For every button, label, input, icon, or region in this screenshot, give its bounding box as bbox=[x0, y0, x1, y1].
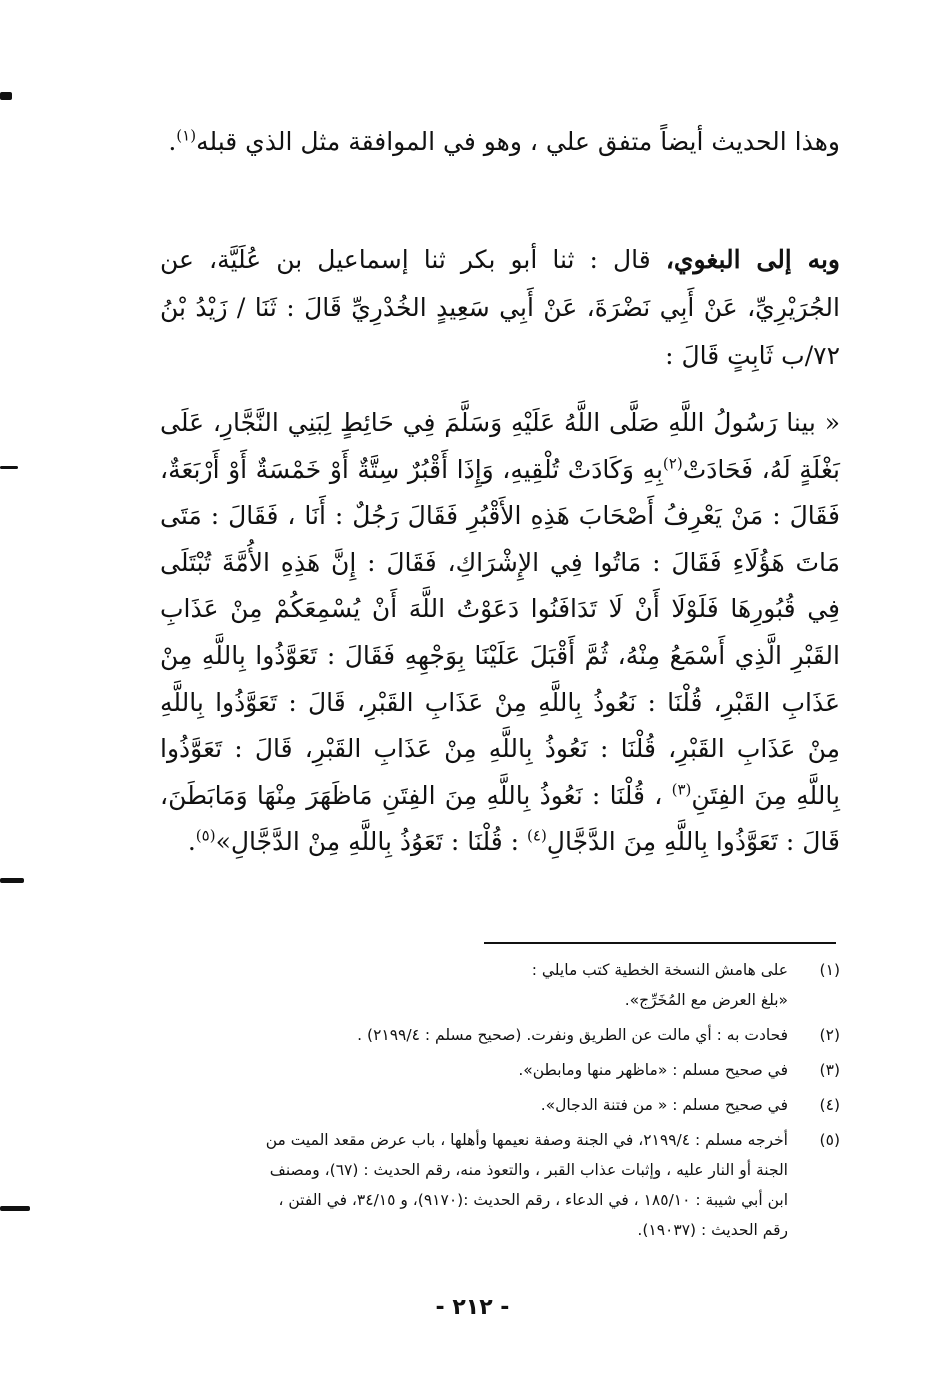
hadith-part-3: ، قُلْنَا : نَعُوذُ بِاللَّهِ مِنَ الفِتَنِ مَاظَهَرَ مِنْهَا وَمَابَطَنَ، قَالَ : تَعَوَّذُوا بِاللَّهِ مِنَ الدَّجَّالِ bbox=[160, 780, 840, 857]
footnote-line: ابن أبي شيبة : ١٨٥/١٠ ، في الدعاء ، رقم الحديث :(٩١٧٠)، و ٣٤/١٥، في الفتن ، bbox=[278, 1191, 788, 1209]
footnote-number: (٤) bbox=[819, 1096, 840, 1114]
paragraph-2 bbox=[160, 236, 840, 380]
footnote-line: أخرجه مسلم : ٢١٩٩/٤، في الجنة وصفة نعيمها وأهلها ، باب عرض مقعد الميت من bbox=[265, 1131, 788, 1149]
footnote-1 bbox=[165, 955, 840, 1015]
scan-edge-mark bbox=[0, 878, 24, 883]
footnote-5 bbox=[165, 1125, 840, 1245]
note-ref-5[interactable]: (٥) bbox=[195, 827, 216, 846]
footnote-text bbox=[165, 1090, 788, 1120]
scan-edge-mark bbox=[0, 92, 12, 100]
hadith-text bbox=[160, 400, 840, 866]
paragraph-1-tail: . bbox=[168, 127, 177, 156]
footnote-line: في صحيح مسلم : « من فتنة الدجال». bbox=[540, 1096, 788, 1114]
footnote-2 bbox=[165, 1020, 840, 1050]
footnote-number: (٢) bbox=[819, 1026, 840, 1044]
footnote-text bbox=[165, 1055, 788, 1085]
footnote-number: (١) bbox=[819, 961, 840, 979]
footnote-text bbox=[165, 1020, 788, 1050]
paragraph-2-lead: وبه إلى البغوي، bbox=[665, 245, 841, 274]
footnote-line: على هامش النسخة الخطية كتب مايلي : bbox=[531, 961, 788, 979]
footnote-text bbox=[165, 955, 788, 1015]
footnote-line: «بلغ العرض مع المُخَرِّج». bbox=[624, 991, 788, 1009]
note-ref-1[interactable]: (١) bbox=[176, 126, 197, 145]
footnote-line: رقم الحديث : (١٩٠٣٧). bbox=[637, 1221, 788, 1239]
note-ref-3[interactable]: (٣) bbox=[671, 780, 692, 799]
footnote-line: الجنة أو النار عليه ، وإثبات عذاب القبر ، والتعوذ منه، رقم الحديث : (٦٧)، ومصنف bbox=[269, 1161, 788, 1179]
paragraph-1 bbox=[160, 118, 840, 166]
note-ref-4[interactable]: (٤) bbox=[527, 827, 547, 846]
hadith-tail: . bbox=[187, 827, 196, 857]
paragraph-2-text: قال : ثنا أبو بكر ثنا إسماعيل بن عُلَيَّة، عن الجُرَيْرِيِّ، عَنْ أَبِي نَضْرَةَ، عَنْ أَبِي سَعِيدٍ الخُدْرِيِّ قَالَ : ثَنَا / زَيْدُ بْنُ ٧٢/ب ثَابِتٍ قَالَ : bbox=[160, 245, 840, 370]
scan-edge-mark bbox=[0, 1206, 30, 1211]
footnotes-list bbox=[165, 955, 840, 1250]
footnote-line: فحادت به : أي مالت عن الطريق ونفرت. (صحيح مسلم : ٢١٩٩/٤) . bbox=[357, 1026, 788, 1044]
footnote-number: (٥) bbox=[819, 1131, 840, 1149]
footnote-separator bbox=[484, 942, 836, 944]
footnote-text bbox=[165, 1125, 788, 1245]
footnote-line: في صحيح مسلم : «ماظهر منها ومابطن». bbox=[518, 1061, 788, 1079]
footnote-4 bbox=[165, 1090, 840, 1120]
scan-edge-mark bbox=[0, 466, 18, 469]
footnote-number: (٣) bbox=[819, 1061, 840, 1079]
hadith-part-1: « بينا رَسُولُ اللَّهِ صَلَّى اللَّهُ عَلَيْهِ وَسَلَّمَ فِي حَائِطٍ لِبَنِي النَّجَّارِ، عَلَى بَغْلَةٍ لَهُ، فَحَادَتْ bbox=[160, 408, 840, 484]
note-ref-2[interactable]: (٢) bbox=[662, 454, 683, 473]
hadith-part-2: بِهِ وَكَادَتْ تُلْقِيهِ، وَإِذَا أَقْبُرٌ سِتَّةٌ أَوْ خَمْسَةٌ أَوْ أَرْبَعَةٌ، فَقَالَ : مَنْ يَعْرِفُ أَصْحَابَ هَذِهِ الأَقْبُرِ فَقَالَ رَجُلٌ : أَنَا ، فَقَالَ : مَتَى مَاتَ هَؤُلَاءِ فَقَالَ : مَاتُوا فِي الإِشْرَاكِ، فَقَالَ : إِنَّ هَذِهِ الأُمَّةَ تُبْتَلَى فِي قُبُورِهَا فَلَوْلَا أَنْ لَا تَدَافَنُوا دَعَوْتُ اللَّهَ أَنْ يُسْمِعَكُمْ مِنْ عَذَابِ القَبْرِ الَّذِي أَسْمَعُ مِنْهُ، ثُمَّ أَقْبَلَ عَلَيْنَا بِوَجْهِهِ فَقَالَ : تَعَوَّذُوا بِاللَّهِ مِنْ عَذَابِ القَبْرِ، قُلْنَا : نَعُوذُ بِاللَّهِ مِنْ عَذَابِ القَبْرِ، قَالَ : تَعَوَّذُوا بِاللَّهِ مِنْ عَذَابِ القَبْرِ، قُلْنَا : نَعُوذُ بِاللَّهِ مِنْ عَذَابِ القَبْرِ، قَالَ : تَعَوَّذُوا بِاللَّهِ مِنَ الفِتَنِ bbox=[160, 454, 840, 810]
footnote-3 bbox=[165, 1055, 840, 1085]
page-number: - ٢١٢ - bbox=[435, 1295, 510, 1320]
hadith-part-4: : قُلْنَا : تَعَوُذُ بِاللَّهِ مِنْ الدَّجَّالِ» bbox=[215, 827, 520, 857]
paragraph-1-text: وهذا الحديث أيضاً متفق علي ، وهو في الموافقة مثل الذي قبله bbox=[196, 127, 840, 156]
